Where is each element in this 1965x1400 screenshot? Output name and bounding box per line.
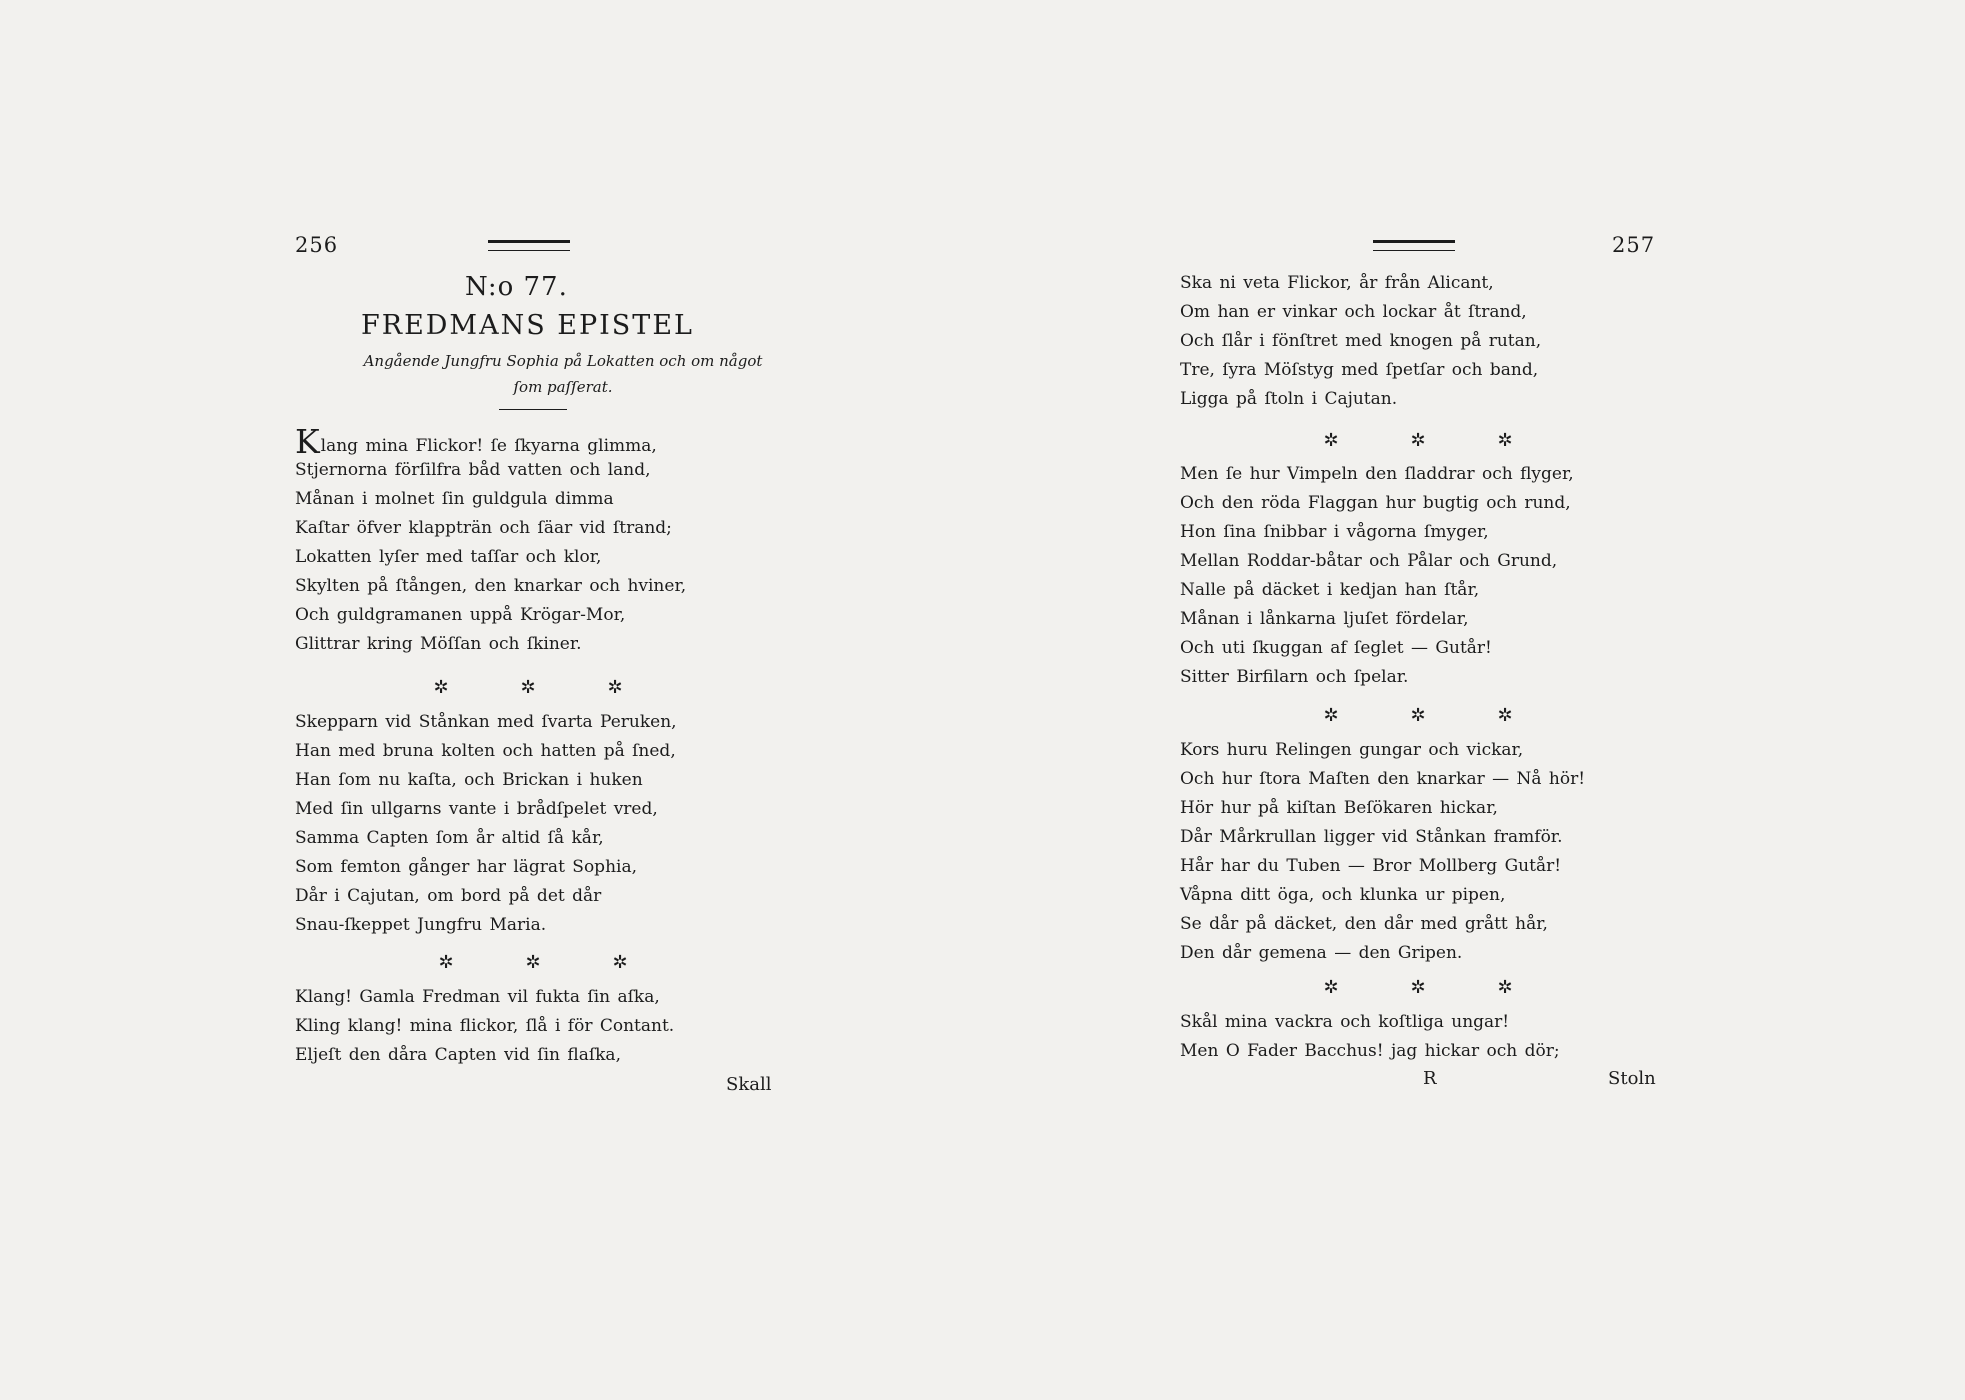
- page-number: 256: [295, 233, 339, 257]
- verse-line: Ska ni veta Flickor, år från Alicant,: [1180, 273, 1494, 293]
- star-icon: ✲: [1497, 977, 1513, 998]
- verse-line: Kaſtar öfver klappträn och ſäar vid ſtrand;: [295, 518, 672, 538]
- stanza-divider: [1320, 703, 1581, 729]
- star-icon: ✲: [1323, 977, 1339, 998]
- star-icon: ✲: [520, 677, 536, 698]
- star-icon: ✲: [1410, 705, 1426, 726]
- verse-line: Sitter Birfilarn och ſpelar.: [1180, 667, 1409, 687]
- title-divider: [499, 409, 567, 410]
- stanza: [295, 422, 687, 659]
- verse-line: Tre, ſyra Möſstyg med ſpetſar och band,: [1180, 360, 1539, 380]
- stanza: [295, 708, 677, 940]
- stanza-divider: [1320, 428, 1581, 454]
- star-icon: ✲: [525, 952, 541, 973]
- stanza: [1180, 269, 1541, 414]
- verse-line: Stjernorna förſilfra båd vatten och land,: [295, 460, 651, 480]
- verse-line: Dår i Cajutan, om bord på det dår: [295, 886, 602, 906]
- verse-line: Snau-ſkeppet Jungfru Maria.: [295, 915, 547, 935]
- stanza-divider: [430, 675, 691, 701]
- verse-line: Han med bruna kolten och hatten på ſned,: [295, 741, 676, 761]
- verse-line: Om han er vinkar och lockar åt ſtrand,: [1180, 302, 1527, 322]
- stanza: [295, 983, 674, 1070]
- subtitle-line-2: ſom paſſerat.: [513, 378, 613, 396]
- star-icon: ✲: [1323, 430, 1339, 451]
- verse-line: Nalle på däcket i kedjan han ſtår,: [1180, 580, 1480, 600]
- star-icon: ✲: [433, 677, 449, 698]
- stanza: [1180, 1008, 1560, 1066]
- verse-line: Glittrar kring Möſſan och ſkiner.: [295, 634, 582, 654]
- right-page: [1180, 0, 1656, 1400]
- verse-line: Hon ſina ſnibbar i vågorna ſmyger,: [1180, 522, 1489, 542]
- verse-line: Kling klang! mina flickor, ſlå i för Contant.: [295, 1016, 675, 1036]
- star-icon: ✲: [438, 952, 454, 973]
- verse-line: Den dår gemena — den Gripen.: [1180, 943, 1463, 963]
- verse-line: Se dår på däcket, den dår med grått hår,: [1180, 914, 1548, 934]
- verse-line: Skål mina vackra och koſtliga ungar!: [1180, 1012, 1510, 1032]
- page-number: 257: [1612, 233, 1656, 257]
- verse-line: Men ſe hur Vimpeln den ſladdrar och flyger,: [1180, 464, 1574, 484]
- verse-line: Med ſin ullgarns vante i brådſpelet vred,: [295, 799, 658, 819]
- star-icon: ✲: [1410, 430, 1426, 451]
- verse-line: Ligga på ſtoln i Cajutan.: [1180, 389, 1398, 409]
- stanza: [1180, 460, 1574, 692]
- verse-line: Mellan Roddar-båtar och Pålar och Grund,: [1180, 551, 1558, 571]
- star-icon: ✲: [1323, 705, 1339, 726]
- star-icon: ✲: [1410, 977, 1426, 998]
- verse-line: Månan i lånkarna ljuſet fördelar,: [1180, 609, 1469, 629]
- epistle-title: FREDMANS EPISTEL: [361, 310, 694, 341]
- verse-line: Hör hur på kiſtan Beſökaren hickar,: [1180, 798, 1498, 818]
- stanza-divider: [1320, 975, 1581, 1001]
- star-icon: ✲: [612, 952, 628, 973]
- epistle-number: N:o 77.: [465, 272, 568, 302]
- verse-line: Lokatten lyſer med taſſar och klor,: [295, 547, 602, 567]
- catchword: Stoln: [1608, 1068, 1656, 1089]
- verse-line: Men O Fader Bacchus! jag hickar och dör;: [1180, 1041, 1560, 1061]
- verse-line: Samma Capten ſom år altid ſå kår,: [295, 828, 604, 848]
- verse-line: Klang! Gamla Fredman vil fukta ſin aſka,: [295, 987, 660, 1007]
- verse-line: Som femton gånger har lägrat Sophia,: [295, 857, 637, 877]
- verse-line: Kors huru Relingen gungar och vickar,: [1180, 740, 1524, 760]
- verse-line: Dår Mårkrullan ligger vid Stånkan framför.: [1180, 827, 1563, 847]
- verse-line: Skepparn vid Stånkan med ſvarta Peruken,: [295, 712, 677, 732]
- signature-mark: R: [1423, 1068, 1437, 1089]
- verse-line: Och hur ſtora Maſten den knarkar — Nå hör!: [1180, 769, 1586, 789]
- stanza-divider: [435, 950, 696, 976]
- verse-line: Och den röda Flaggan hur bugtig och rund,: [1180, 493, 1571, 513]
- stanza: [1180, 736, 1585, 968]
- verse-line: Klang mina Flickor! ſe ſkyarna glimma,: [295, 422, 657, 461]
- verse-line: Och uti ſkuggan af ſeglet — Gutår!: [1180, 638, 1492, 658]
- left-page: [295, 0, 855, 1400]
- star-icon: ✲: [1497, 705, 1513, 726]
- verse-line: Och ſlår i fönſtret med knogen på rutan,: [1180, 331, 1542, 351]
- verse-line: Han ſom nu kaſta, och Brickan i huken: [295, 770, 643, 790]
- star-icon: ✲: [1497, 430, 1513, 451]
- drop-cap: K: [295, 422, 320, 461]
- ornamental-rule: [1373, 240, 1455, 251]
- verse-line: Eljeſt den dåra Capten vid ſin flaſka,: [295, 1045, 621, 1065]
- verse-line: Våpna ditt öga, och klunka ur pipen,: [1180, 885, 1506, 905]
- ornamental-rule: [488, 240, 570, 251]
- verse-line: Månan i molnet ſin guldgula dimma: [295, 489, 614, 509]
- catchword: Skall: [726, 1074, 772, 1095]
- star-icon: ✲: [607, 677, 623, 698]
- verse-line: Och guldgramanen uppå Krögar-Mor,: [295, 605, 626, 625]
- subtitle-line-1: Angående Jungfru Sophia på Lokatten och om något: [363, 352, 763, 370]
- verse-line: Skylten på ſtången, den knarkar och hviner,: [295, 576, 687, 596]
- verse-line: Hår har du Tuben — Bror Mollberg Gutår!: [1180, 856, 1562, 876]
